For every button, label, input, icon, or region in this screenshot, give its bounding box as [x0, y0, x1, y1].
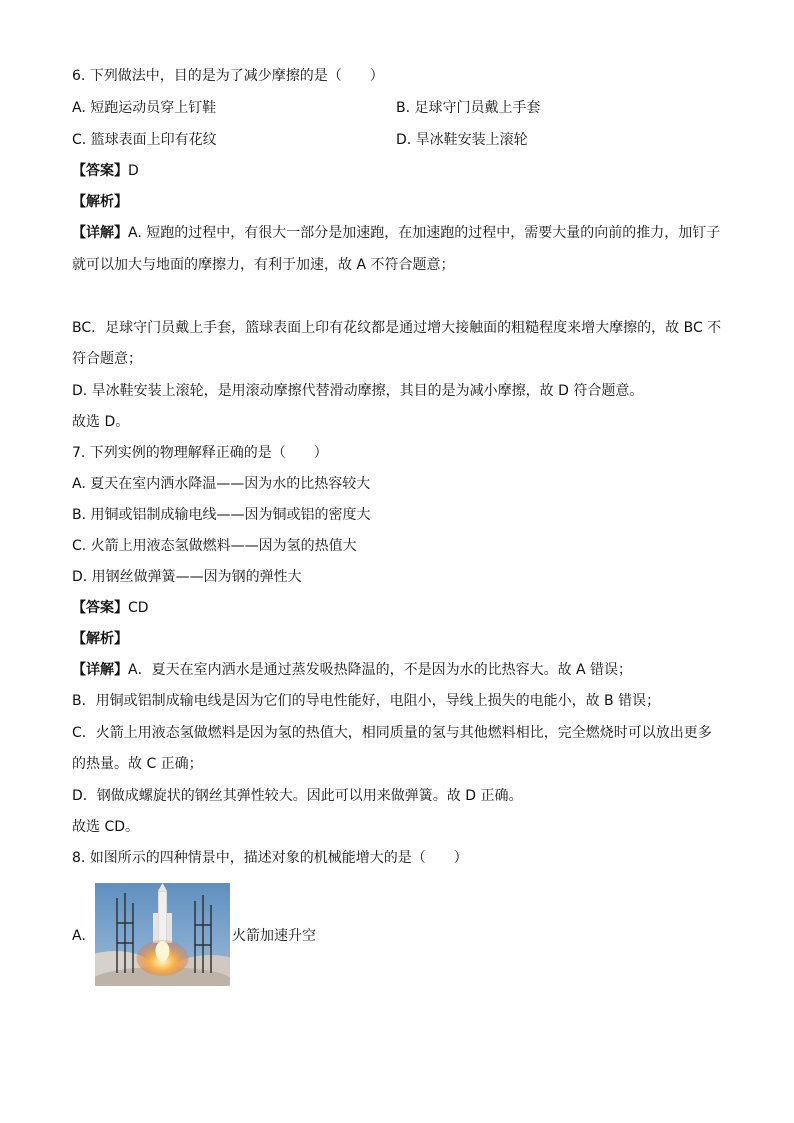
q6-detail-line2: 就可以加大与地面的摩擦力，有利于加速，故 A 不符合题意；	[72, 257, 455, 273]
q6-detail-line4: 符合题意；	[72, 351, 142, 367]
rocket-launch-photo	[95, 883, 230, 986]
q7-option-d: D. 用钢丝做弹簧——因为钢的弹性大	[72, 569, 302, 585]
q7-conclusion: 故选 CD。	[72, 819, 140, 835]
q6-analysis-tag: 【解析】	[72, 194, 128, 210]
q6-option-c: C. 篮球表面上印有花纹	[72, 132, 217, 148]
q7-answer	[72, 598, 149, 618]
q6-stem: 6. 下列做法中，目的是为了减少摩擦的是（ ）	[72, 68, 384, 84]
q7-detail-line2: B．用铜或铝制成输电线是因为它们的导电性能好，电阻小，导线上损失的电能小，故 B 错误；	[72, 693, 661, 709]
answer-value: CD	[128, 600, 149, 616]
detail-text: A. 短跑的过程中，有很大一部分是加速跑，在加速跑的过程中，需要大量的向前的推力，加钉子	[128, 225, 721, 241]
answer-tag: 【答案】	[72, 163, 128, 179]
q7-analysis-tag: 【解析】	[72, 631, 128, 647]
q8-stem: 8. 如图所示的四种情景中，描述对象的机械能增大的是（ ）	[72, 850, 468, 866]
q6-detail-line3: BC．足球守门员戴上手套，篮球表面上印有花纹都是通过增大接触面的粗糙程度来增大摩擦的，故 BC 不	[72, 320, 722, 336]
q7-option-a: A. 夏天在室内洒水降温——因为水的比热容较大	[72, 476, 371, 492]
q7-stem: 7. 下列实例的物理解释正确的是（ ）	[72, 445, 328, 461]
q6-detail-line1	[72, 223, 720, 243]
q6-detail-line5: D. 旱冰鞋安装上滚轮，是用滚动摩擦代替滑动摩擦，其目的是为减小摩擦，故 D 符合题意。	[72, 383, 644, 399]
q6-option-a: A. 短跑运动员穿上钉鞋	[72, 100, 217, 116]
answer-tag: 【答案】	[72, 600, 128, 616]
q6-answer	[72, 161, 139, 181]
q6-conclusion: 故选 D。	[72, 414, 130, 430]
q7-option-b: B. 用铜或铝制成输电线——因为铜或铝的密度大	[72, 507, 371, 523]
q8-option-a-caption: 火箭加速升空	[232, 928, 316, 944]
q8-option-a-letter: A.	[72, 928, 86, 944]
q6-option-b: B. 足球守门员戴上手套	[396, 100, 541, 116]
q7-option-c: C. 火箭上用液态氢做燃料——因为氢的热值大	[72, 538, 357, 554]
answer-value: D	[128, 163, 139, 179]
q7-detail-line1	[72, 660, 632, 680]
detail-text: A．夏天在室内洒水是通过蒸发吸热降温的，不是因为水的比热容大。故 A 错误；	[128, 662, 633, 678]
detail-tag: 【详解】	[72, 225, 128, 241]
q7-detail-line3: C．火箭上用液态氢做燃料是因为氢的热值大，相同质量的氢与其他燃料相比，完全燃烧时可以放出更多	[72, 725, 712, 741]
detail-tag: 【详解】	[72, 662, 128, 678]
q7-detail-line4: 的热量。故 C 正确；	[72, 756, 203, 772]
q6-option-d: D. 旱冰鞋安装上滚轮	[396, 132, 528, 148]
q7-detail-line5: D．钢做成螺旋状的钢丝其弹性较大。因此可以用来做弹簧。故 D 正确。	[72, 788, 523, 804]
